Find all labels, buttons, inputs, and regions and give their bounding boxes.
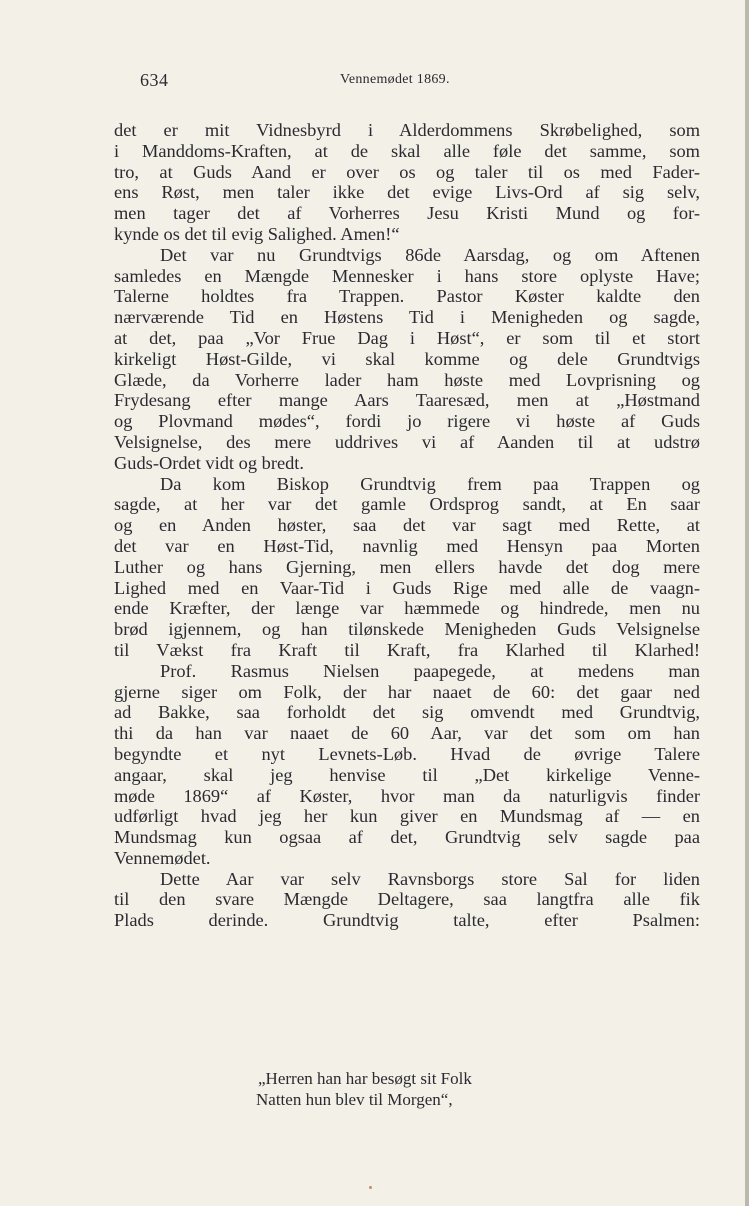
text-line: ens Røst, men taler ikke det evige Livs-Ord af sig selv, [114,182,700,203]
paragraph-start-line: Dette Aar var selv Ravnsborgs store Sal for liden [160,868,700,889]
text-line: kynde os det til evig Salighed. Amen!“ [114,223,400,244]
text-line: tro, at Guds Aand er over os og taler til os med Fader- [114,161,700,182]
text-line: begyndte et nyt Levnets-Løb. Hvad de øvrige Talere [114,743,700,764]
text-line: at det, paa „Vor Frue Dag i Høst“, er som til et stort [114,327,700,348]
text-line: møde 1869“ af Køster, hvor man da naturligvis finder [114,785,700,806]
text-line: Mundsmag kun ogsaa af det, Grundtvig selv sagde paa [114,827,700,848]
paper-speck [369,1186,372,1189]
quoted-hymn [256,1068,576,1110]
hymn-line: Natten hun blev til Morgen“, [256,1090,453,1109]
text-line: gjerne siger om Folk, der har naaet de 60: det gaar ned [114,681,700,702]
text-line: det var en Høst-Tid, navnlig med Hensyn paa Morten [114,535,700,556]
text-line: Lighed med en Vaar-Tid i Guds Rige med alle de vaagn- [114,577,700,598]
text-line: Guds-Ordet vidt og bredt. [114,452,305,473]
text-line: Luther og hans Gjerning, men ellers havde det dog mere [114,556,700,577]
text-line: kirkeligt Høst-Gilde, vi skal komme og dele Grundtvigs [114,348,700,369]
text-line: sagde, at her var det gamle Ordsprog sandt, at En saar [114,494,700,515]
text-line: Glæde, da Vorherre lader ham høste med Lovprisning og [114,369,700,390]
text-line: og Plovmand mødes“, fordi jo rigere vi høste af Guds [114,411,700,432]
text-line: angaar, skal jeg henvise til „Det kirkelige Venne- [114,764,700,785]
text-line: og en Anden høster, saa det var sagt med Rette, at [114,515,700,536]
text-line: samledes en Mængde Mennesker i hans store oplyste Have; [114,265,700,286]
text-line: til Vækst fra Kraft til Kraft, fra Klarhed til Klarhed! [114,639,700,660]
paragraph-start-line: Da kom Biskop Grundtvig frem paa Trappen og [160,473,700,494]
hymn-line: „Herren han har besøgt sit Folk [258,1069,472,1088]
paragraph-start-line: Det var nu Grundtvigs 86de Aarsdag, og om Aftenen [160,244,700,265]
text-line: Vennemødet. [114,847,211,868]
text-line: ende Kræfter, der længe var hæmmede og hindrede, men nu [114,598,700,619]
text-line: thi da han var naaet de 60 Aar, var det som om han [114,723,700,744]
body-text [114,120,700,931]
text-line: Plads derinde. Grundtvig talte, efter Psalmen: [114,910,700,931]
page-number: 634 [140,70,169,90]
text-line: udførligt hvad jeg her kun giver en Mundsmag af — en [114,806,700,827]
text-line: ad Bakke, saa forholdt det sig omvendt med Grundtvig, [114,702,700,723]
running-head: Vennemødet 1869. [340,72,450,87]
text-line: nærværende Tid en Høstens Tid i Menigheden og sagde, [114,307,700,328]
page-edge-shadow [745,0,749,1206]
text-line: brød igjennem, og han tilønskede Menigheden Guds Velsignelse [114,619,700,640]
text-line: Velsignelse, des mere uddrives vi af Aanden til at udstrø [114,431,700,452]
text-line: Frydesang efter mange Aars Taaresæd, men at „Høstmand [114,390,700,411]
text-line: men tager det af Vorherres Jesu Kristi Mund og for- [114,203,700,224]
text-line: til den svare Mængde Deltagere, saa langtfra alle fik [114,889,700,910]
text-line: det er mit Vidnesbyrd i Alderdommens Skrøbelighed, som [114,120,700,140]
page-header [140,70,700,96]
paragraph-start-line: Prof. Rasmus Nielsen paapegede, at medens man [160,660,700,681]
text-line: i Manddoms-Kraften, at de skal alle føle det samme, som [114,140,700,161]
text-line: Talerne holdtes fra Trappen. Pastor Køster kaldte den [114,286,700,307]
